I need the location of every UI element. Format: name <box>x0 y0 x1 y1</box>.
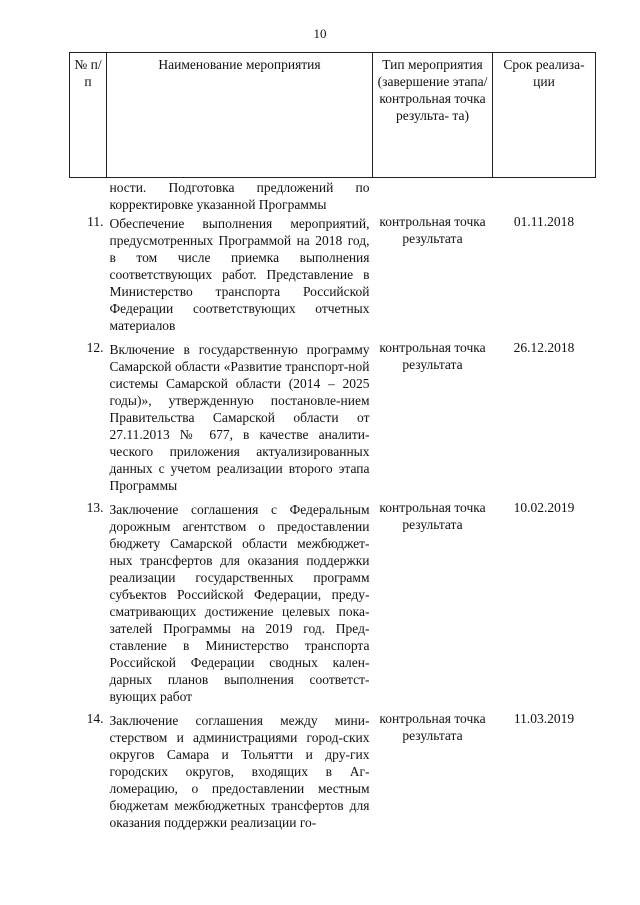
table-row <box>70 710 596 836</box>
row-number: 13. <box>86 500 104 515</box>
header-date: Срок реализа- ции <box>493 53 596 178</box>
table-row <box>70 499 596 710</box>
row-type: контрольная точка результата <box>379 711 486 743</box>
row-type: контрольная точка результата <box>379 500 486 532</box>
row-date: 26.12.2018 <box>513 340 575 355</box>
continuation-text: ности. Подготовка предложений по корректировке указанной Программы <box>109 180 370 212</box>
row-number: 11. <box>87 214 104 229</box>
header-type: Тип мероприятия (завершение этапа/ контрольная точка результа- та) <box>373 53 493 178</box>
row-number: 14. <box>86 711 104 726</box>
row-name: Включение в государственную программу Самарской области «Развитие транспорт-ной системы Самарской области (2014 – 2025 годы)», утвержденную постановле-нием Правительства Самарской области от 27.11.2013 № 677, в качестве аналити-ческого приложения актуализированных данных с учетом реализации второго этапа Программы <box>109 342 370 493</box>
row-date: 10.02.2019 <box>513 500 575 515</box>
row-date: 11.03.2019 <box>513 711 575 726</box>
table-row <box>70 213 596 339</box>
row-name: Заключение соглашения между мини-стерством и администрациями город-ских округов Самара и Тольятти и дру-гих городских округов, входящих в Аг-ломерацию, о предоставлении местным бюджетам межбюджетных трансфертов для оказания поддержки реализации го- <box>109 713 370 830</box>
row-number: 12. <box>86 340 104 355</box>
row-type: контрольная точка результата <box>379 214 486 246</box>
header-number: № п/п <box>70 53 107 178</box>
table-row-continuation <box>70 178 596 214</box>
row-name: Заключение соглашения с Федеральным дорожным агентством о предоставлении бюджету Самарской области межбюджет-ных трансфертов для оказания поддержки реализации государственных программ субъектов Российской Федерации, преду-сматривающих достижение целевых пока-зателей Программы на 2019 год. Пред-ставление в Министерство транспорта Российской Федерации сводных кален-дарных планов выполнения соответст-вующих работ <box>109 502 370 704</box>
table-row <box>70 339 596 499</box>
row-date: 01.11.2018 <box>513 214 575 229</box>
row-name: Обеспечение выполнения мероприятий, предусмотренных Программой на 2018 год, в том числе приемка выполнения соответствующих работ. Представление в Министерство транспорта Российской Федерации соответствующих отчетных материалов <box>109 216 370 333</box>
row-type: контрольная точка результата <box>379 340 486 372</box>
schedule-table <box>69 52 596 836</box>
header-name: Наименование мероприятия <box>107 53 373 178</box>
table-header-row <box>70 53 596 178</box>
page-number: 10 <box>313 26 327 41</box>
